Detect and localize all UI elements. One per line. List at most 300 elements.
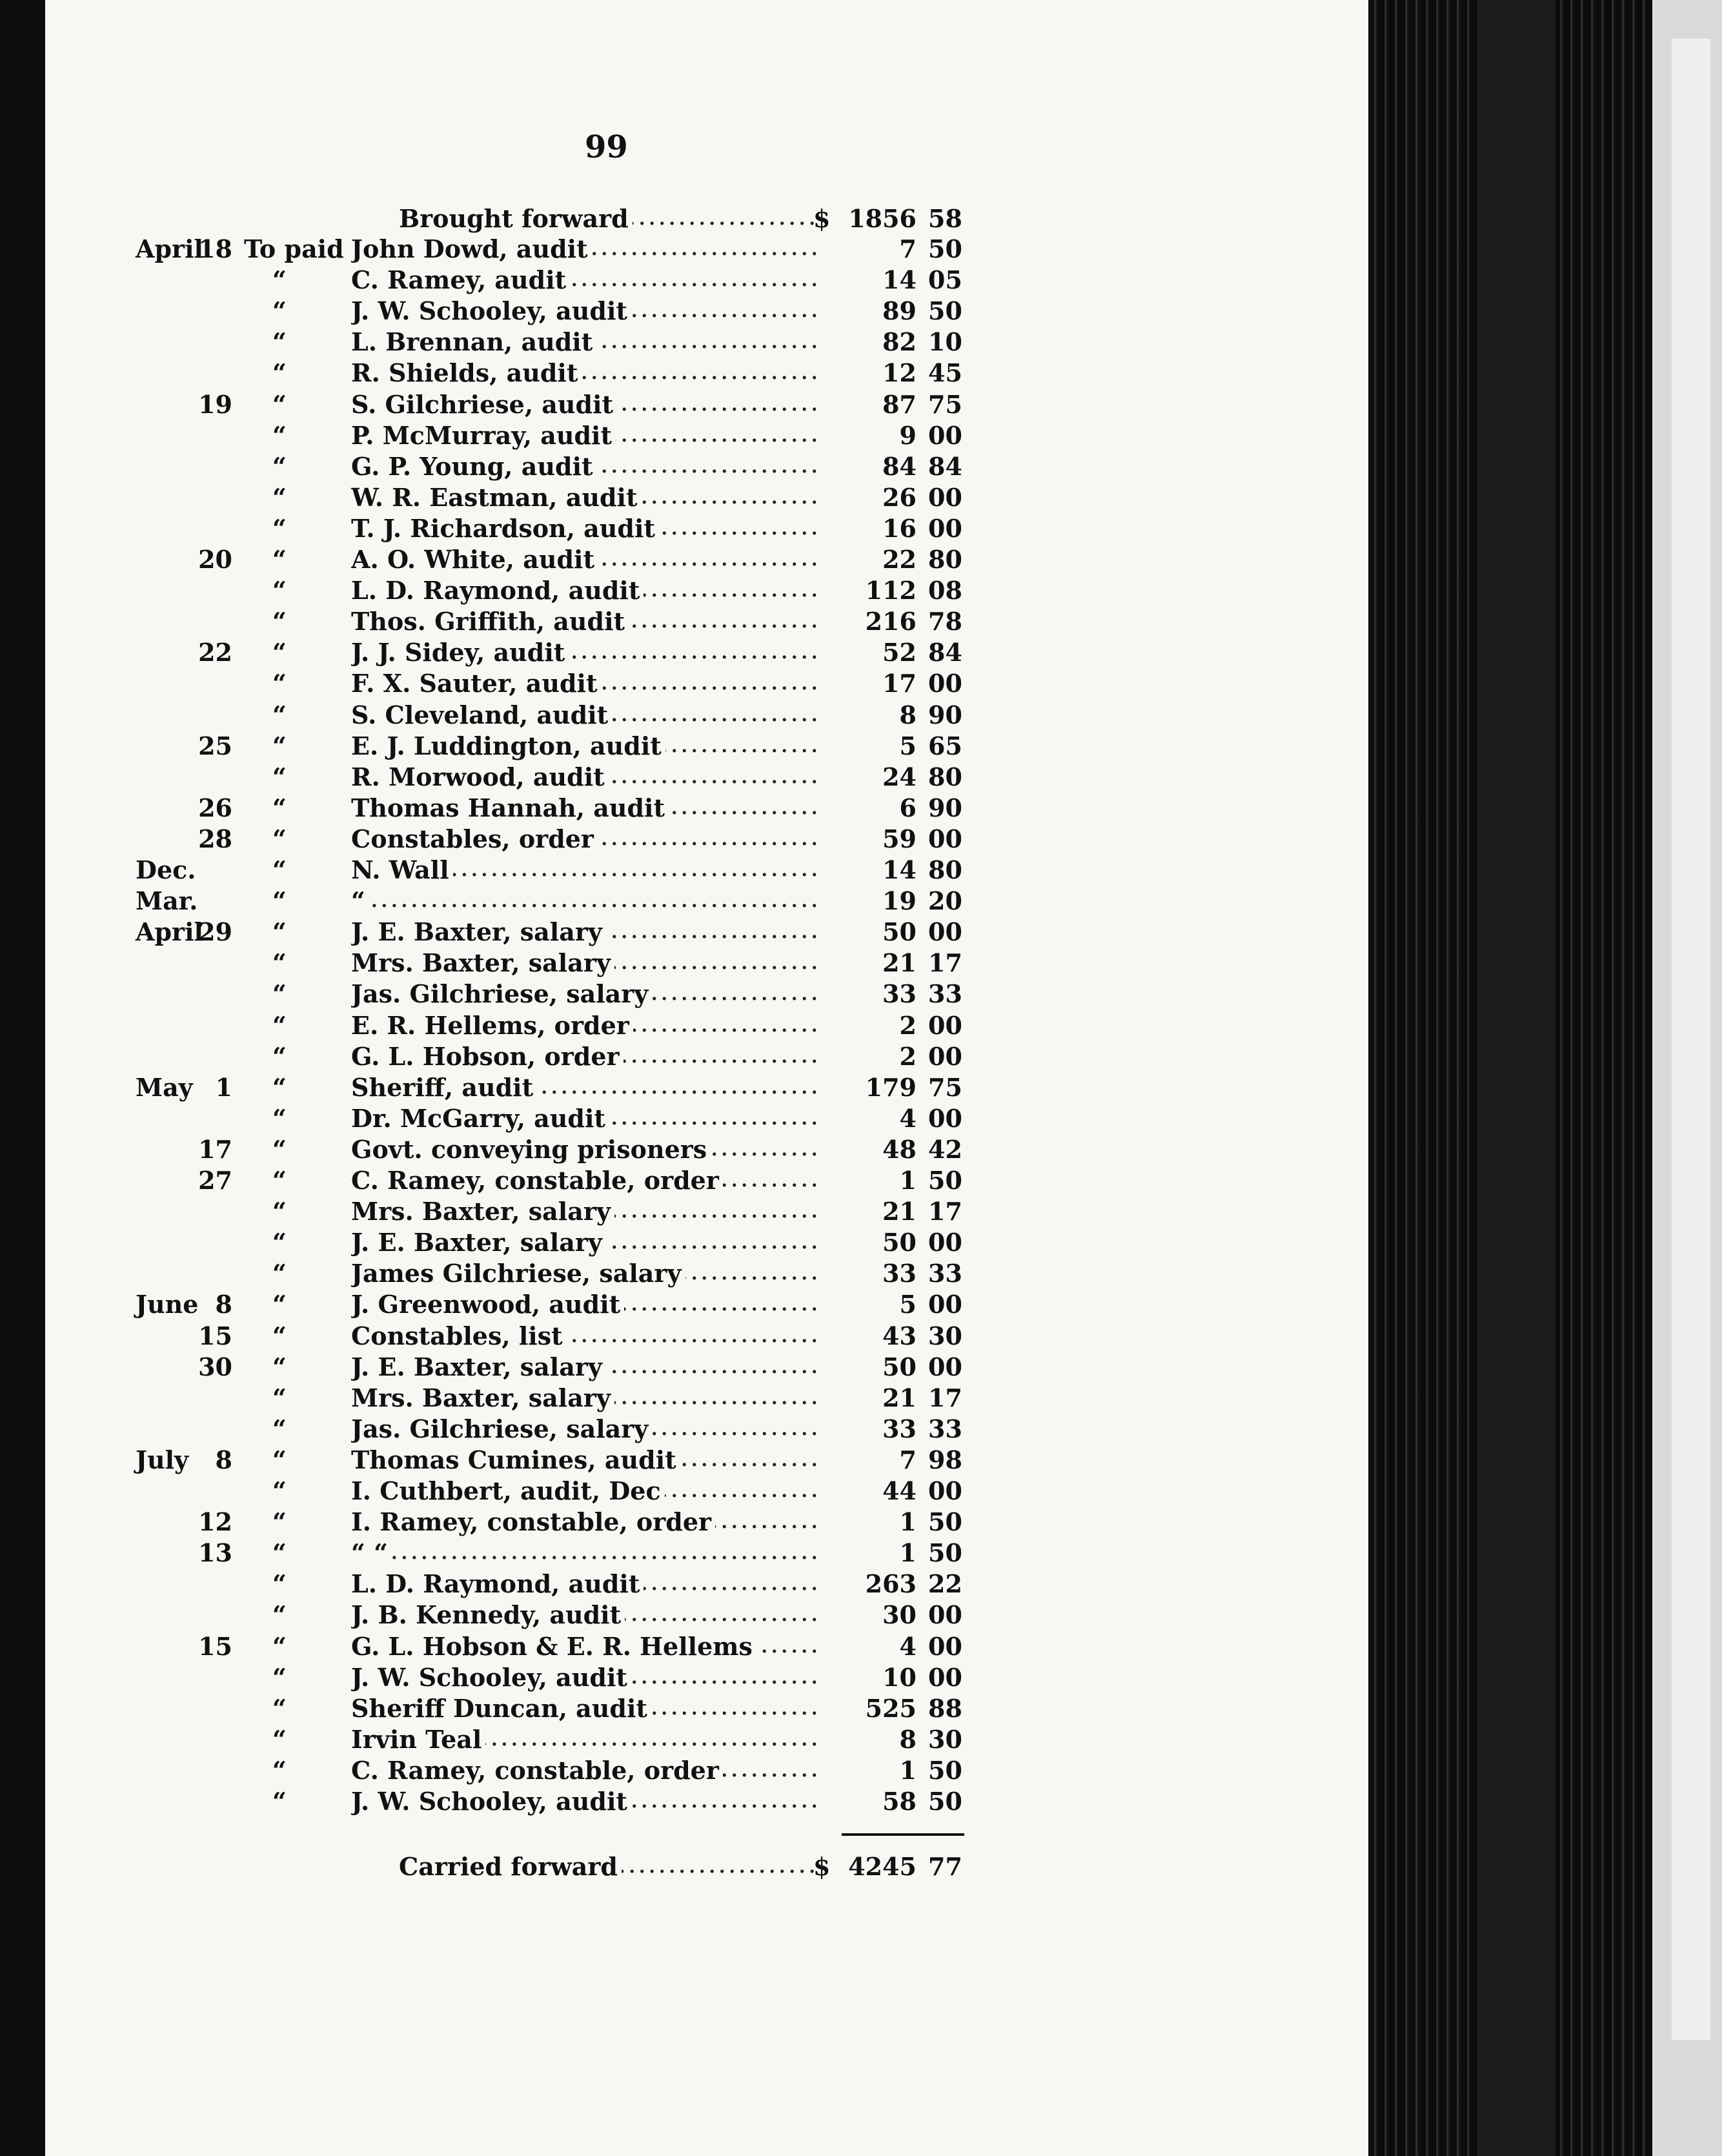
entry-ditto-mark: “ (272, 1228, 287, 1257)
entry-day: 8 (215, 1445, 232, 1474)
ledger-entry-row (45, 886, 1013, 917)
ledger-entry-row (45, 358, 1013, 389)
entry-description: L. Brennan, audit (351, 327, 596, 356)
ledger-entry-row (45, 265, 1013, 296)
entry-description-wrap (351, 1414, 822, 1445)
entry-cents: 00 (928, 824, 962, 853)
ledger-entry-row (45, 1103, 1013, 1134)
entry-ditto-mark: “ (272, 1290, 287, 1319)
entry-cents: 00 (928, 917, 962, 947)
carried-forward-cents: 77 (928, 1852, 962, 1881)
entry-ditto-mark: “ (272, 638, 287, 667)
entry-ditto-mark: “ (272, 451, 287, 481)
entry-day: 28 (198, 824, 232, 853)
entry-description: Irvin Teal (351, 1725, 485, 1754)
entry-description-wrap (351, 1569, 822, 1600)
entry-dollars: 1 (899, 1538, 917, 1568)
entry-ditto-mark: “ (272, 1259, 287, 1288)
entry-cents: 84 (928, 638, 962, 667)
entry-description: C. Ramey, constable, order (351, 1166, 723, 1195)
book-left-margin (0, 0, 45, 2156)
ledger-entry-row (45, 824, 1013, 855)
entry-ditto-mark: “ (272, 917, 287, 947)
entry-description-wrap (351, 1072, 822, 1103)
ledger-entry-row (45, 1352, 1013, 1383)
ledger-entry-row (45, 327, 1013, 358)
entry-description: J. J. Sidey, audit (351, 638, 569, 667)
entry-cents: 00 (928, 1476, 962, 1505)
entry-dollars: 19 (882, 886, 917, 916)
entry-ditto-mark: “ (272, 1787, 287, 1816)
ledger-entry-row (45, 420, 1013, 451)
entry-ditto-mark: “ (272, 1662, 287, 1692)
ledger-entry-row (45, 948, 1013, 979)
entry-ditto-mark: “ (272, 296, 287, 326)
entry-dollars: 48 (882, 1134, 917, 1164)
entry-ditto-mark: “ (272, 327, 287, 357)
book-edge-shadow (1478, 0, 1555, 2156)
entry-ditto-mark: “ (272, 669, 287, 698)
ledger-entry-row (45, 1041, 1013, 1072)
entry-description-wrap (351, 824, 822, 855)
entry-description-wrap (351, 1786, 822, 1817)
entry-cents: 42 (928, 1134, 962, 1164)
entry-description: Sheriff, audit (351, 1073, 537, 1102)
entry-month: May (136, 1072, 193, 1102)
entry-description: Jas. Gilchriese, salary (351, 979, 652, 1008)
entry-ditto-mark: “ (272, 513, 287, 543)
entry-cents: 80 (928, 545, 962, 574)
entry-ditto-mark: “ (272, 1414, 287, 1443)
ledger-entry-row (45, 1289, 1013, 1320)
entry-dollars: 21 (882, 1197, 917, 1226)
entry-dollars: 24 (882, 762, 917, 791)
entry-dollars: 1 (899, 1755, 917, 1785)
entry-description: Thos. Griffith, audit (351, 607, 629, 636)
entry-ditto-mark: “ (272, 1072, 287, 1102)
ledger-entry-row (45, 1693, 1013, 1724)
entry-cents: 00 (928, 1352, 962, 1381)
entry-ditto-mark: “ (272, 482, 287, 512)
entry-description-wrap (351, 389, 822, 420)
entry-ditto-mark: “ (272, 1569, 287, 1599)
entry-month: June (136, 1290, 199, 1319)
entry-dollars: 2 (899, 1041, 917, 1071)
ledger-entry-row (45, 1600, 1013, 1631)
entry-description-wrap (351, 948, 822, 979)
entry-cents: 50 (928, 1507, 962, 1537)
entry-description: J. E. Baxter, salary (351, 1228, 606, 1257)
entry-description: J. W. Schooley, audit (351, 1787, 631, 1816)
entry-day: 12 (198, 1507, 232, 1537)
ledger-entry-row (45, 389, 1013, 420)
ledger-entry-row (45, 482, 1013, 513)
entry-ditto-mark: “ (272, 1538, 287, 1568)
ledger-entry-row (45, 1445, 1013, 1476)
entry-cents: 17 (928, 1383, 962, 1412)
ledger-entry-row (45, 1414, 1013, 1445)
entry-description-wrap (351, 1755, 822, 1786)
entry-ditto-mark: “ (272, 545, 287, 574)
entry-dollars: 52 (882, 638, 917, 667)
entry-description: J. B. Kennedy, audit (351, 1600, 625, 1629)
entry-description-wrap (351, 1724, 822, 1755)
entry-ditto-mark: “ (272, 700, 287, 729)
entry-cents: 50 (928, 234, 962, 263)
entry-description-wrap (351, 234, 822, 265)
entry-cents: 50 (928, 1166, 962, 1195)
entry-description: J. W. Schooley, audit (351, 296, 631, 325)
entry-ditto-mark: “ (272, 265, 287, 295)
entry-cents: 05 (928, 265, 962, 295)
entry-description-wrap (351, 1600, 822, 1631)
entry-description-wrap (351, 1631, 822, 1662)
entry-dollars: 112 (865, 576, 917, 605)
entry-dollars: 8 (899, 1724, 917, 1754)
entry-description-wrap (351, 296, 822, 327)
entry-ditto-mark: “ (272, 824, 287, 853)
ledger-page (45, 0, 1368, 2156)
entry-cents: 65 (928, 731, 962, 760)
ledger-entry-row (45, 1258, 1013, 1289)
entry-description: C. Ramey, audit (351, 265, 570, 294)
entry-description: I. Cuthbert, audit, Dec (351, 1476, 665, 1505)
entry-description: Thomas Hannah, audit (351, 793, 669, 822)
entry-cents: 20 (928, 886, 962, 916)
entry-cents: 88 (928, 1693, 962, 1723)
ledger-entry-row (45, 979, 1013, 1010)
entry-description-wrap (351, 917, 822, 948)
entry-dollars: 4 (899, 1103, 917, 1133)
entry-dollars: 216 (865, 607, 917, 636)
entry-description-wrap (351, 1196, 822, 1227)
entry-description: E. J. Luddington, audit (351, 731, 665, 760)
brought-forward-label-wrap (399, 203, 817, 234)
entry-description: Constables, list (351, 1321, 567, 1350)
carried-forward-label-wrap (399, 1851, 817, 1882)
entry-cents: 17 (928, 1197, 962, 1226)
entry-day: 15 (198, 1631, 232, 1661)
entry-description: J. E. Baxter, salary (351, 1352, 606, 1381)
entry-dollars: 2 (899, 1010, 917, 1040)
entry-cents: 80 (928, 855, 962, 884)
entry-ditto-mark: “ (272, 948, 287, 978)
entry-description: T. J. Richardson, audit (351, 514, 659, 543)
ledger-entry-row (45, 544, 1013, 575)
entry-dollars: 22 (882, 545, 917, 574)
entry-dollars: 50 (882, 1228, 917, 1257)
book-edge-paper (1672, 39, 1710, 2040)
entry-description: Mrs. Baxter, salary (351, 1383, 614, 1412)
brought-forward-dollar-sign: $ (813, 204, 831, 233)
entry-description: J. E. Baxter, salary (351, 917, 606, 946)
entry-ditto-mark: “ (272, 1321, 287, 1350)
entry-description: Thomas Cumines, audit (351, 1445, 680, 1474)
entry-description-wrap (351, 793, 822, 824)
entry-ditto-mark: “ (272, 607, 287, 636)
entry-description-wrap (351, 1321, 822, 1352)
entry-description: G. L. Hobson & E. R. Hellems (351, 1632, 756, 1661)
entry-description: J. W. Schooley, audit (351, 1663, 631, 1692)
entry-cents: 00 (928, 1010, 962, 1040)
entry-dollars: 179 (865, 1072, 917, 1102)
entry-month: April (136, 917, 203, 947)
entry-description-wrap (351, 979, 822, 1010)
entry-dollars: 4 (899, 1631, 917, 1661)
entry-description-wrap (351, 668, 822, 699)
entry-cents: 90 (928, 793, 962, 822)
entry-description: Mrs. Baxter, salary (351, 1197, 614, 1226)
entry-cents: 78 (928, 607, 962, 636)
entry-cents: 00 (928, 1631, 962, 1661)
brought-forward-label: Brought forward (399, 204, 633, 233)
entry-cents: 50 (928, 1755, 962, 1785)
entry-description-wrap (351, 1010, 822, 1041)
entry-description-wrap (351, 1103, 822, 1134)
entry-description-wrap (351, 1476, 822, 1507)
entry-description-wrap (351, 731, 822, 762)
entry-cents: 30 (928, 1724, 962, 1754)
entry-dollars: 26 (882, 482, 917, 512)
entry-description: G. L. Hobson, order (351, 1042, 623, 1071)
entry-cents: 75 (928, 1072, 962, 1102)
entry-dollars: 16 (882, 513, 917, 543)
entry-description-wrap (351, 451, 822, 482)
entry-description-wrap (351, 1258, 822, 1289)
entry-day: 29 (198, 917, 232, 947)
entry-description-wrap (351, 575, 822, 606)
entry-description: “ (351, 886, 369, 915)
entry-description-wrap (351, 606, 822, 637)
entry-description-wrap (351, 1227, 822, 1258)
entry-day: 18 (198, 234, 232, 263)
entry-cents: 00 (928, 1041, 962, 1071)
entry-month: Dec. (136, 855, 196, 884)
entry-month: April (136, 234, 203, 263)
entry-dollars: 89 (882, 296, 917, 326)
ledger-entry-row (45, 1631, 1013, 1662)
brought-forward-dollars: 1856 (848, 204, 917, 233)
entry-day: 26 (198, 793, 232, 822)
ledger-entry-row (45, 637, 1013, 668)
entry-cents: 17 (928, 948, 962, 978)
entry-cents: 50 (928, 296, 962, 326)
entry-description: P. McMurray, audit (351, 421, 616, 450)
page-number: 99 (585, 129, 628, 165)
entry-description-wrap (351, 886, 822, 917)
entry-description: I. Ramey, constable, order (351, 1507, 715, 1536)
ledger-entry-row (45, 1569, 1013, 1600)
entry-cents: 98 (928, 1445, 962, 1474)
entry-ditto-mark: “ (272, 1507, 287, 1537)
entry-dollars: 1 (899, 1166, 917, 1195)
ledger-entry-row (45, 1476, 1013, 1507)
entry-description: James Gilchriese, salary (351, 1259, 685, 1288)
entry-cents: 75 (928, 389, 962, 419)
entry-ditto-mark: “ (272, 1631, 287, 1661)
entry-ditto-mark: “ (272, 420, 287, 450)
ledger-entry-row (45, 1134, 1013, 1165)
entry-day: 25 (198, 731, 232, 760)
ledger-entry-row (45, 513, 1013, 544)
entry-ditto-mark: “ (272, 1197, 287, 1226)
entry-description-wrap (351, 1445, 822, 1476)
ledger-entry-row (45, 700, 1013, 731)
entry-description: S. Cleveland, audit (351, 700, 612, 729)
ledger-entry-row (45, 731, 1013, 762)
entry-dollars: 33 (882, 979, 917, 1009)
entry-cents: 50 (928, 1538, 962, 1568)
entry-dollars: 14 (882, 265, 917, 295)
entry-dollars: 525 (865, 1693, 917, 1723)
entry-description-wrap (351, 1662, 822, 1693)
entry-ditto-mark: “ (272, 576, 287, 605)
entry-dollars: 44 (882, 1476, 917, 1505)
entry-ditto-mark: “ (272, 731, 287, 760)
entry-dollars: 1 (899, 1507, 917, 1537)
entry-description: E. R. Hellems, order (351, 1011, 633, 1040)
entry-dollars: 7 (899, 1445, 917, 1474)
entry-description: Govt. conveying prisoners (351, 1135, 711, 1164)
ledger-entry-row (45, 1227, 1013, 1258)
entry-description-wrap (351, 637, 822, 668)
entry-description: W. R. Eastman, audit (351, 483, 642, 512)
entry-cents: 00 (928, 482, 962, 512)
ledger-entry-row (45, 1662, 1013, 1693)
entry-cents: 00 (928, 513, 962, 543)
entry-cents: 00 (928, 1228, 962, 1257)
ledger-entry-row (45, 1072, 1013, 1103)
entry-description-wrap (351, 1041, 822, 1072)
entry-description: Jas. Gilchriese, salary (351, 1414, 652, 1443)
carried-forward-label: Carried forward (399, 1852, 622, 1881)
ledger-entry-row (45, 296, 1013, 327)
entry-dollars: 30 (882, 1600, 917, 1630)
ledger-entry-row (45, 575, 1013, 606)
entry-cents: 00 (928, 1662, 962, 1692)
entry-description: G. P. Young, audit (351, 452, 597, 481)
ledger-entry-row (45, 451, 1013, 482)
entry-day: 22 (198, 638, 232, 667)
entry-description-wrap (351, 420, 822, 451)
ledger-entry-row (45, 1724, 1013, 1755)
entry-ditto-mark: “ (272, 1103, 287, 1133)
ledger-entry-row (45, 668, 1013, 699)
entry-day: 30 (198, 1352, 232, 1381)
entry-dollars: 87 (882, 389, 917, 419)
ledger-entry-row (45, 1196, 1013, 1227)
entry-cents: 33 (928, 979, 962, 1009)
entry-cents: 90 (928, 700, 962, 729)
entry-ditto-mark: “ (272, 979, 287, 1009)
entry-dollars: 50 (882, 917, 917, 947)
entry-description-wrap (351, 1165, 822, 1196)
carried-forward-dollars: 4245 (848, 1852, 917, 1881)
entry-description-wrap (351, 1507, 822, 1538)
entry-cents: 30 (928, 1321, 962, 1350)
entry-day: 20 (198, 545, 232, 574)
entry-ditto-mark: “ (272, 1476, 287, 1505)
entry-cents: 33 (928, 1259, 962, 1288)
entry-dollars: 43 (882, 1321, 917, 1350)
entry-description: R. Shields, audit (351, 358, 582, 387)
entry-cents: 10 (928, 327, 962, 357)
entry-ditto-mark: “ (272, 855, 287, 884)
total-rule (842, 1833, 964, 1836)
entry-month: July (136, 1445, 189, 1474)
entry-ditto-mark: “ (272, 1383, 287, 1412)
entry-dollars: 7 (899, 234, 917, 263)
entry-cents: 08 (928, 576, 962, 605)
entry-prefix: To paid (244, 234, 344, 263)
entry-description: L. D. Raymond, audit (351, 1569, 643, 1598)
entry-ditto-mark: “ (272, 762, 287, 791)
entry-dollars: 84 (882, 451, 917, 481)
ledger-entry-row (45, 793, 1013, 824)
entry-day: 1 (215, 1072, 232, 1102)
entry-day: 15 (198, 1321, 232, 1350)
entry-dollars: 33 (882, 1259, 917, 1288)
ledger-entry-row (45, 1755, 1013, 1786)
entry-cents: 00 (928, 1290, 962, 1319)
entry-cents: 80 (928, 762, 962, 791)
entry-description: F. X. Sauter, audit (351, 669, 602, 698)
ledger-entry-row (45, 855, 1013, 886)
entry-cents: 33 (928, 1414, 962, 1443)
entry-description: S. Gilchriese, audit (351, 390, 617, 419)
entry-cents: 00 (928, 420, 962, 450)
entry-cents: 22 (928, 1569, 962, 1599)
entry-dollars: 5 (899, 731, 917, 760)
entry-description: John Dowd, audit (351, 234, 592, 263)
ledger-entry-row (45, 1507, 1013, 1538)
entry-description: L. D. Raymond, audit (351, 576, 643, 605)
entry-description-wrap (351, 1693, 822, 1724)
entry-ditto-mark: “ (272, 1352, 287, 1381)
entry-description-wrap (351, 358, 822, 389)
entry-ditto-mark: “ (272, 1693, 287, 1723)
entry-dollars: 14 (882, 855, 917, 884)
entry-dollars: 12 (882, 358, 917, 388)
entry-cents: 00 (928, 1103, 962, 1133)
entry-ditto-mark: “ (272, 1010, 287, 1040)
entry-dollars: 6 (899, 793, 917, 822)
entry-description-wrap (351, 1134, 822, 1165)
entry-description-wrap (351, 513, 822, 544)
entry-day: 17 (198, 1134, 232, 1164)
entry-description-wrap (351, 1352, 822, 1383)
entry-description: “ “ (351, 1538, 392, 1567)
carried-forward-dollar-sign: $ (813, 1852, 831, 1881)
entry-description-wrap (351, 327, 822, 358)
entry-dollars: 10 (882, 1662, 917, 1692)
ledger-entry-row (45, 234, 1013, 265)
entry-dollars: 33 (882, 1414, 917, 1443)
entry-dollars: 50 (882, 1352, 917, 1381)
entry-description-wrap (351, 482, 822, 513)
entry-day: 19 (198, 389, 232, 419)
ledger-entry-row (45, 1538, 1013, 1569)
entry-ditto-mark: “ (272, 1166, 287, 1195)
entry-description-wrap (351, 1383, 822, 1414)
entry-dollars: 58 (882, 1787, 917, 1816)
entry-dollars: 21 (882, 1383, 917, 1412)
entry-ditto-mark: “ (272, 389, 287, 419)
entry-ditto-mark: “ (272, 886, 287, 916)
entry-ditto-mark: “ (272, 1041, 287, 1071)
brought-forward-row (45, 203, 1013, 234)
ledger-entry-row (45, 606, 1013, 637)
